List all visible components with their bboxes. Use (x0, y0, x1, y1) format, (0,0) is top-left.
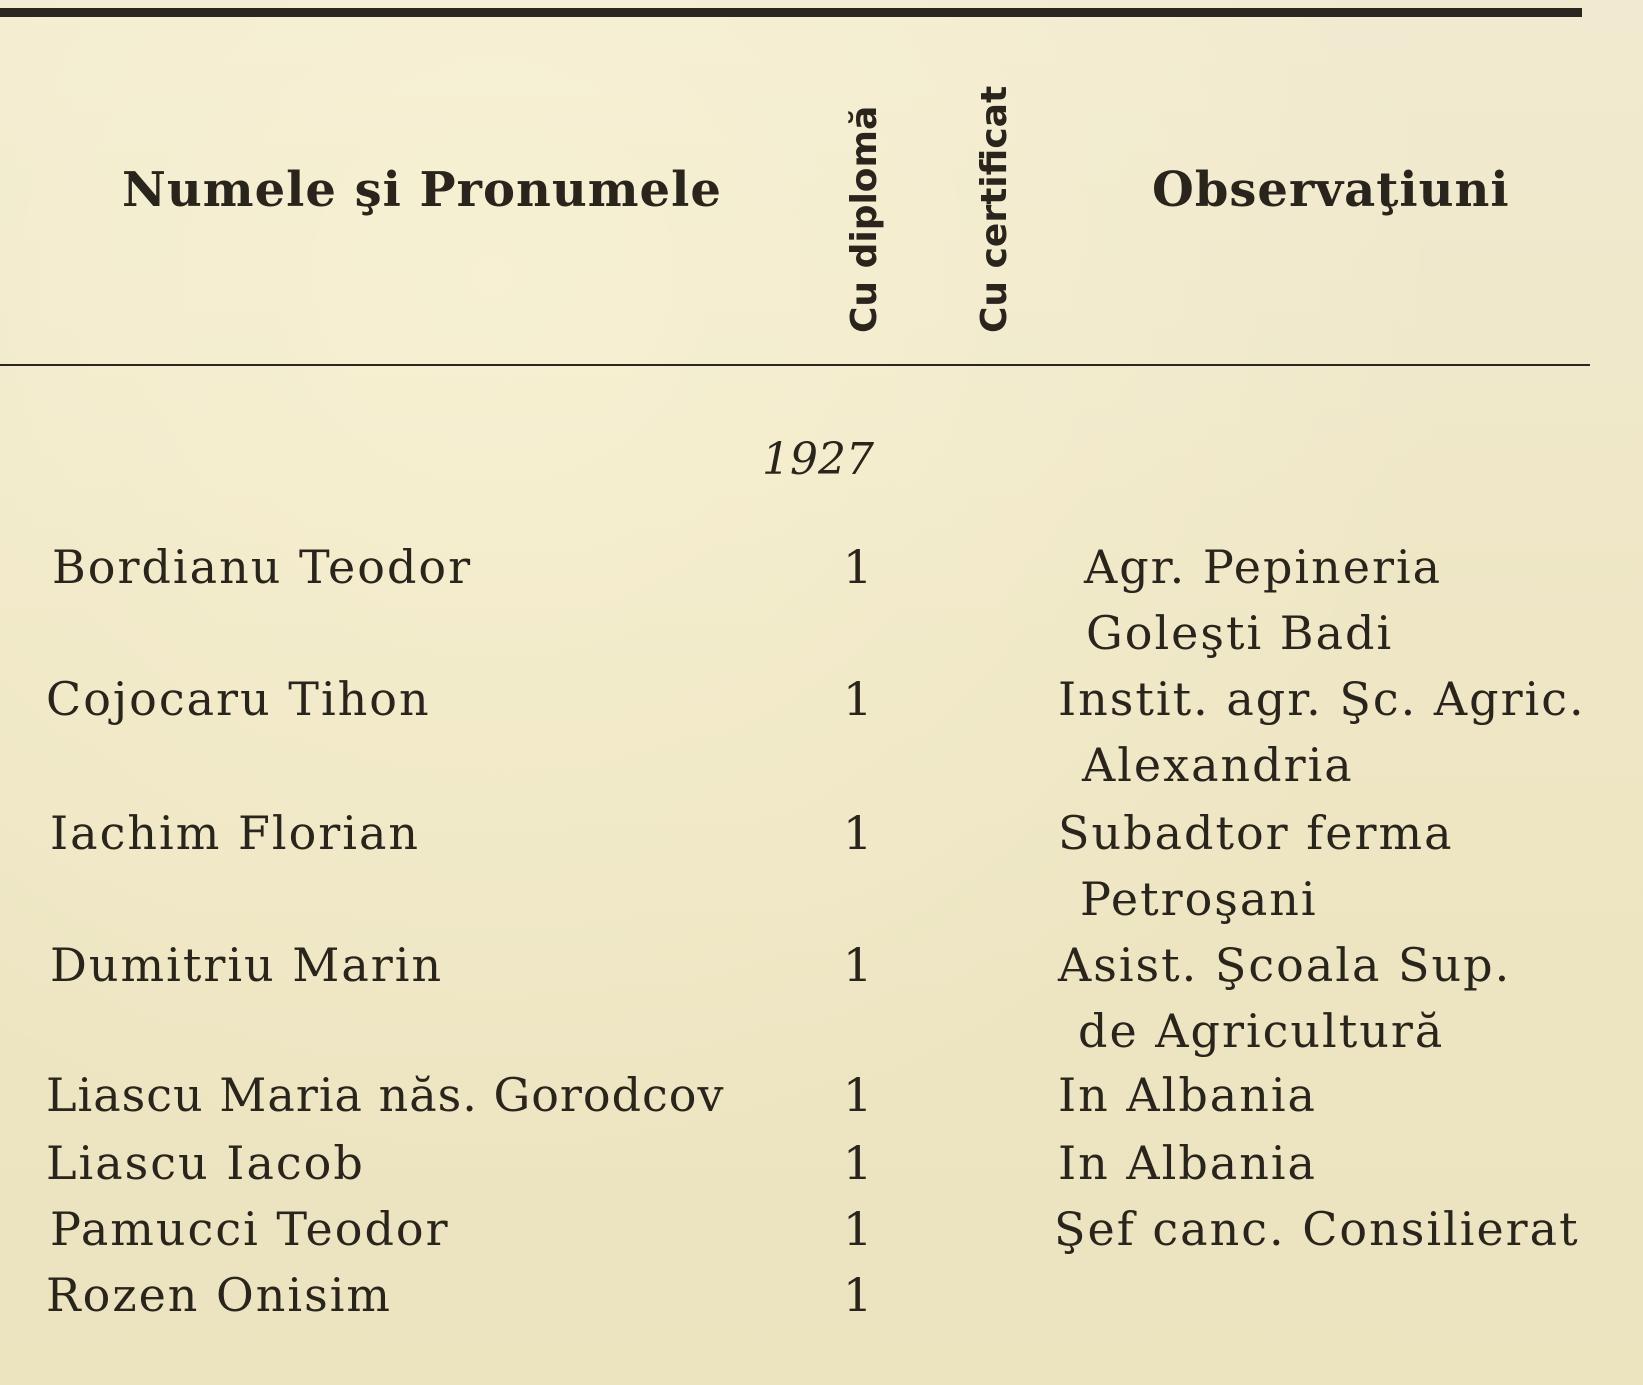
row-note-line: Şef canc. Consilierat (1054, 1202, 1580, 1256)
row-name: Dumitriu Marin (50, 938, 444, 992)
row-name: Rozen Onisim (46, 1268, 393, 1322)
row-note-line: Subadtor ferma (1058, 806, 1454, 860)
row-note-line: In Albania (1058, 1068, 1317, 1122)
header-rule (0, 364, 1590, 366)
row-name: Cojocaru Tihon (46, 672, 431, 726)
row-note-line: Agr. Pepineria (1084, 540, 1443, 594)
row-note-line: Alexandria (1082, 738, 1354, 792)
row-diploma-count: 1 (843, 938, 873, 992)
row-note-line: de Agricultură (1078, 1004, 1445, 1058)
row-note-line: Petroşani (1080, 872, 1318, 926)
row-name: Iachim Florian (50, 806, 421, 860)
row-name: Bordianu Teodor (52, 540, 473, 594)
row-name: Pamucci Teodor (50, 1202, 450, 1256)
row-note-line: Goleşti Badi (1086, 606, 1394, 660)
row-name: Liascu Maria năs. Gorodcov (46, 1068, 725, 1122)
header-name-column: Numele şi Pronumele (122, 162, 722, 218)
row-diploma-count: 1 (843, 672, 873, 726)
header-certificate-column: Cu certificat (974, 85, 1015, 333)
header-notes-column: Observaţiuni (1152, 162, 1510, 218)
row-note-line: In Albania (1058, 1136, 1317, 1190)
row-diploma-count: 1 (843, 1068, 873, 1122)
header-diploma-column: Cu diplomă (844, 105, 885, 333)
row-diploma-count: 1 (843, 540, 873, 594)
year-heading: 1927 (762, 434, 874, 485)
row-note-line: Asist. Şcoala Sup. (1058, 938, 1512, 992)
row-name: Liascu Iacob (46, 1136, 365, 1190)
row-diploma-count: 1 (843, 1202, 873, 1256)
row-diploma-count: 1 (843, 806, 873, 860)
row-diploma-count: 1 (843, 1268, 873, 1322)
row-diploma-count: 1 (843, 1136, 873, 1190)
row-note-line: Instit. agr. Şc. Agric. (1058, 672, 1586, 726)
top-rule (0, 8, 1582, 17)
